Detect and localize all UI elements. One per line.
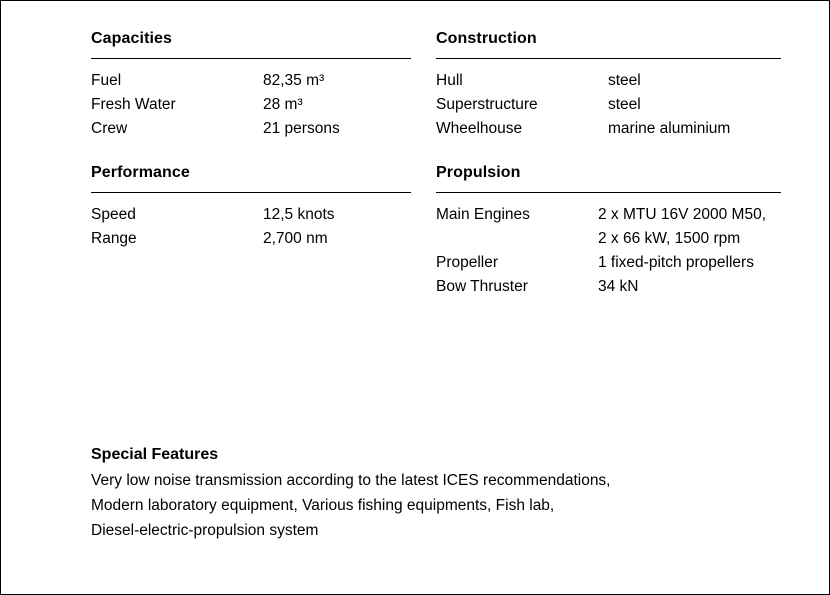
section-divider-propulsion	[436, 192, 781, 193]
table-row	[436, 275, 766, 299]
section-title-propulsion: Propulsion	[436, 164, 521, 181]
special-features-block	[91, 444, 791, 543]
row-value: 2 x MTU 16V 2000 M50,	[598, 206, 766, 223]
section-capacities	[91, 29, 421, 141]
table-row	[91, 69, 340, 93]
performance-table	[91, 203, 335, 251]
capacities-table	[91, 69, 340, 141]
row-value: steel	[608, 72, 641, 89]
special-features-title: Special Features	[91, 446, 219, 463]
row-value: 28 m³	[263, 96, 303, 113]
special-features-line: Very low noise transmission according to the latest ICES recommendations,	[91, 472, 611, 489]
row-value: marine aluminium	[608, 120, 731, 137]
propulsion-table	[436, 203, 766, 299]
construction-table	[436, 69, 730, 141]
section-title-construction: Construction	[436, 30, 537, 47]
table-row	[436, 93, 730, 117]
spacer	[436, 141, 766, 163]
row-value: 21 persons	[263, 120, 340, 137]
row-value: 12,5 knots	[263, 206, 335, 223]
row-label: Main Engines	[436, 206, 530, 223]
right-column	[436, 29, 766, 299]
special-features-line: Modern laboratory equipment, Various fishing equipments, Fish lab,	[91, 497, 555, 514]
row-value: steel	[608, 96, 641, 113]
row-label: Fresh Water	[91, 96, 176, 113]
table-row	[436, 203, 766, 227]
special-features-line: Diesel-electric-propulsion system	[91, 522, 319, 539]
row-value: 2 x 66 kW, 1500 rpm	[598, 230, 741, 247]
table-row	[436, 251, 766, 275]
table-row	[91, 117, 340, 141]
section-divider-performance	[91, 192, 411, 193]
spacer	[91, 141, 421, 163]
row-label: Hull	[436, 72, 463, 89]
row-value: 2,700 nm	[263, 230, 328, 247]
table-row	[91, 203, 335, 227]
table-row	[436, 227, 766, 251]
section-divider-capacities	[91, 58, 411, 59]
row-label: Superstructure	[436, 96, 538, 113]
row-label	[436, 227, 598, 251]
left-column	[91, 29, 421, 251]
section-divider-construction	[436, 58, 781, 59]
row-label: Wheelhouse	[436, 120, 523, 137]
section-performance	[91, 163, 421, 251]
row-value: 34 kN	[598, 278, 639, 295]
section-propulsion	[436, 163, 766, 299]
row-label: Bow Thruster	[436, 278, 528, 295]
table-row	[436, 69, 730, 93]
table-row	[436, 117, 730, 141]
section-construction	[436, 29, 766, 141]
table-row	[91, 227, 335, 251]
row-value: 1 fixed-pitch propellers	[598, 254, 754, 271]
row-label: Propeller	[436, 254, 499, 271]
section-title-performance: Performance	[91, 164, 190, 181]
section-title-capacities: Capacities	[91, 30, 173, 47]
row-value: 82,35 m³	[263, 72, 325, 89]
row-label: Crew	[91, 120, 128, 137]
row-label: Range	[91, 230, 137, 247]
row-label: Speed	[91, 206, 136, 223]
table-row	[91, 93, 340, 117]
row-label: Fuel	[91, 72, 122, 89]
